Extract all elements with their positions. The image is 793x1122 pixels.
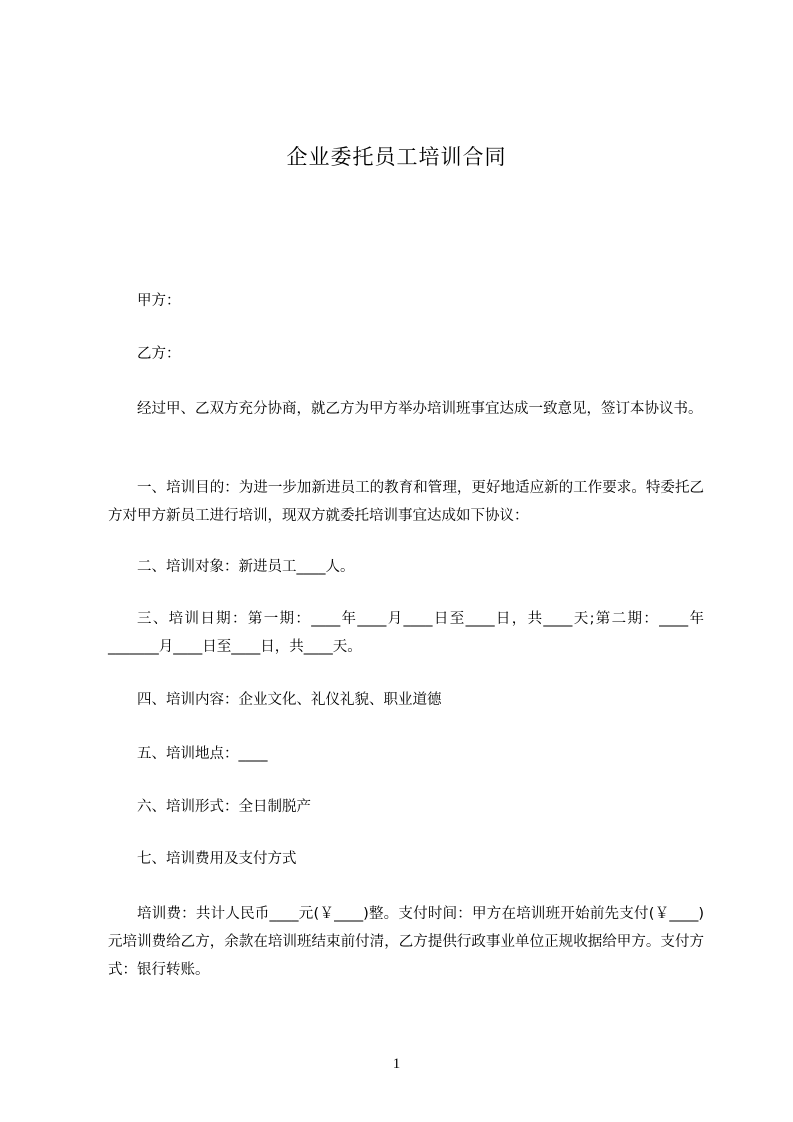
clause-fees-detail: 培训费：共计人民币____元(￥____)整。支付时间：甲方在培训班开始前先支付(￥____)元培训费给乙方，余款在培训班结束前付清，乙方提供行政事业单位正规收据给甲方。支付方式：银行转账。 (108, 906, 704, 978)
party-b-label: 乙方： (137, 346, 181, 362)
clause-location: 五、培训地点：____ (137, 746, 268, 762)
party-a-label: 甲方： (137, 293, 181, 309)
document-title: 企业委托员工培训合同 (286, 145, 507, 169)
clause-purpose: 一、培训目的：为进一步加新进员工的教育和管理，更好地适应新的工作要求。特委托乙方对甲方新员工进行培训，现双方就委托培训事宜达成如下协议： (108, 480, 704, 524)
clause-dates: 三、培训日期：第一期：____年____月____日至____日，共____天;第二期：____年_______月____日至____日，共____天。 (108, 611, 704, 655)
clause-fees-heading: 七、培训费用及支付方式 (137, 851, 297, 867)
clause-content: 四、培训内容：企业文化、礼仪礼貌、职业道德 (137, 692, 442, 708)
clause-trainees: 二、培训对象：新进员工____人。 (137, 559, 355, 575)
intro-paragraph: 经过甲、乙双方充分协商，就乙方为甲方举办培训班事宜达成一致意见，签订本协议书。 (137, 401, 703, 417)
page-number: 1 (392, 1056, 401, 1072)
clause-format: 六、培训形式：全日制脱产 (137, 799, 311, 815)
